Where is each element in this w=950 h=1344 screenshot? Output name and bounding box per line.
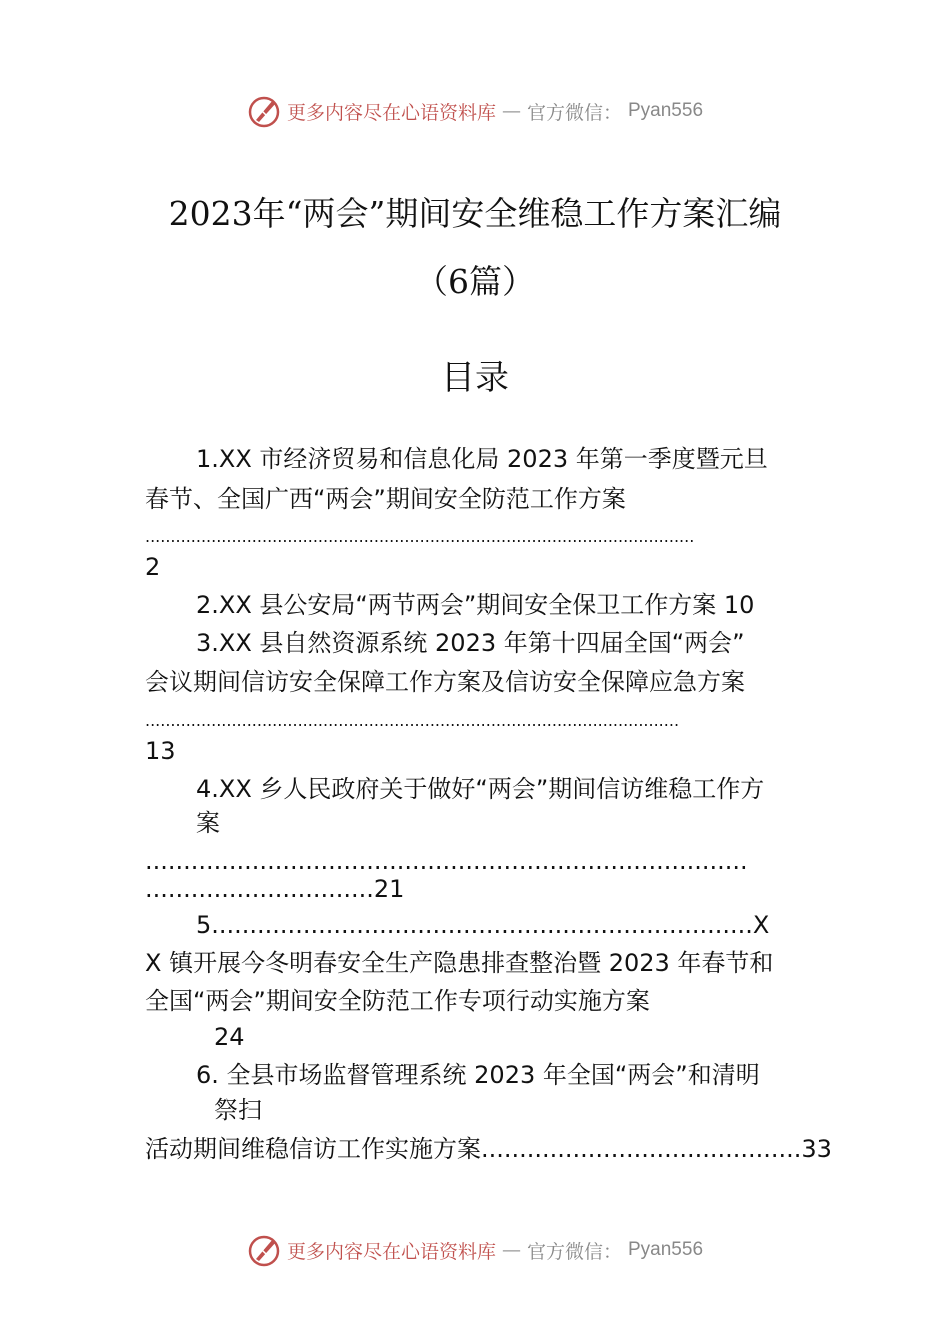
toc-item-6-line-3[interactable]: 活动期间维稳信访工作实施方案..........................................33 [145,1135,832,1163]
watermark-text: 更多内容尽在心语资料库 [286,1240,496,1263]
toc-item-1-line-2[interactable]: 春节、全国广西“两会”期间安全防范工作方案 [145,485,626,513]
watermark-wechat-id: Pyan556 [628,100,704,121]
toc-item-6-line-1[interactable]: 6. 全县市场监督管理系统 2023 年全国“两会”和清明 [196,1061,760,1089]
watermark-wechat-id: Pyan556 [628,1239,704,1260]
watermark-wechat-label: 官方微信： [526,101,622,124]
toc-item-5-line-1[interactable]: 5.......................................................................X [196,911,770,939]
toc-item-4-leader-1: ............................................................................... [145,847,748,875]
toc-item-5-line-2[interactable]: X 镇开展今冬明春安全生产隐患排查整治暨 2023 年春节和 [145,949,774,977]
toc-item-3-line-2[interactable]: 会议期间信访安全保障工作方案及信访安全保障应急方案 [145,668,745,696]
document-title: 2023年“两会”期间安全维稳工作方案汇编 [168,194,782,233]
toc-item-5-page[interactable]: 24 [214,1023,245,1051]
footer-watermark [0,1233,950,1267]
toc-item-4-leader-page[interactable]: ..............................21 [145,875,405,903]
watermark-separator: — [501,100,521,122]
toc-item-5-line-3[interactable]: 全国“两会”期间安全防范工作专项行动实施方案 [145,987,650,1015]
toc-item-3-leader: ......................................................................................................... [145,711,680,730]
watermark-text: 更多内容尽在心语资料库 [286,101,496,124]
toc-item-3-page[interactable]: 13 [145,737,176,765]
toc-item-2-line-1[interactable]: 2.XX 县公安局“两节两会”期间安全保卫工作方案 10 [196,591,755,619]
toc-item-1-leader: ............................................................................................................ [145,527,695,546]
toc-heading: 目录 [441,358,509,398]
document-subtitle: （6篇） [415,262,535,301]
watermark-separator: — [501,1239,521,1261]
quill-logo-icon [247,1233,281,1267]
toc-item-4-line-2[interactable]: 案 [196,809,220,837]
toc-item-4-line-1[interactable]: 4.XX 乡人民政府关于做好“两会”期间信访维稳工作方 [196,775,765,803]
toc-item-1-page[interactable]: 2 [145,553,161,581]
watermark-wechat-label: 官方微信： [526,1240,622,1263]
toc-item-3-line-1[interactable]: 3.XX 县自然资源系统 2023 年第十四届全国“两会” [196,629,745,657]
toc-item-6-line-2[interactable]: 祭扫 [214,1096,262,1124]
toc-item-1-line-1[interactable]: 1.XX 市经济贸易和信息化局 2023 年第一季度暨元旦 [196,445,768,473]
